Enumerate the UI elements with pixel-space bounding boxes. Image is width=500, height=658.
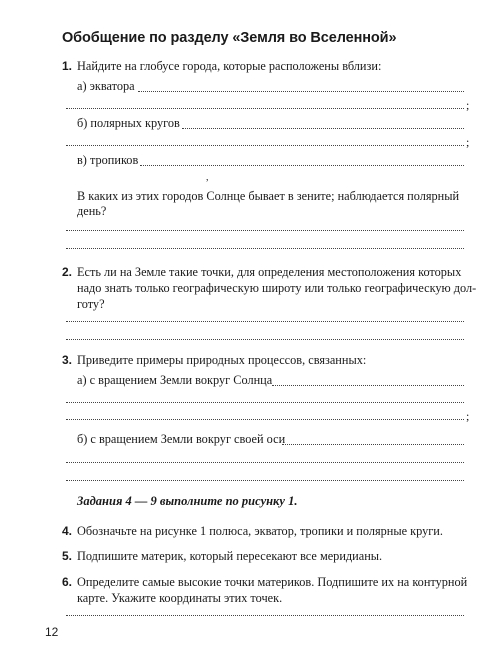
page-number: 12 (45, 625, 59, 639)
q1-option-a: а) экватора (77, 79, 135, 93)
q2-text-line3: готу? (77, 297, 105, 311)
q3-option-a: а) с вращением Земли вокруг Солнца (77, 373, 273, 387)
q3-text: Приведите примеры природных процессов, связанных: (77, 353, 367, 367)
answer-line[interactable] (140, 165, 464, 166)
q1-option-b: б) полярных кругов (77, 116, 180, 130)
semicolon: ; (466, 98, 470, 112)
answer-line[interactable] (282, 444, 464, 445)
q1-subquestion-line1: В каких из этих городов Солнце бывает в зените; наблюдается полярный (77, 189, 460, 203)
answer-line[interactable] (66, 248, 464, 249)
q1-text: Найдите на глобусе города, которые расположены вблизи: (77, 59, 382, 73)
answer-line[interactable] (66, 615, 464, 616)
answer-line[interactable] (66, 145, 464, 146)
q6-number: 6. (62, 575, 73, 589)
q4-text: Обозначьте на рисунке 1 полюса, экватор, тропики и полярные круги. (77, 524, 443, 538)
answer-line[interactable] (272, 385, 464, 386)
q1-subquestion-line2: день? (77, 204, 107, 218)
q6-text-line2: карте. Укажите координаты этих точек. (77, 591, 283, 605)
page-title: Обобщение по разделу «Земля во Вселенной» (62, 30, 397, 46)
answer-line[interactable] (182, 128, 464, 129)
q4-number: 4. (62, 524, 73, 538)
q2-text-line2: надо знать только географическую широту или только географическую дол- (77, 281, 477, 295)
q2-text-line1: Есть ли на Земле такие точки, для определения местоположения которых (77, 265, 462, 279)
q5-text: Подпишите материк, который пересекают все меридианы. (77, 549, 383, 563)
q3-number: 3. (62, 353, 73, 367)
q3-option-b: б) с вращением Земли вокруг своей оси (77, 432, 286, 446)
answer-line[interactable] (66, 480, 464, 481)
answer-line[interactable] (66, 339, 464, 340)
answer-line[interactable] (66, 402, 464, 403)
semicolon: ; (466, 135, 470, 149)
semicolon: ; (466, 409, 470, 423)
answer-line[interactable] (66, 230, 464, 231)
answer-line[interactable] (66, 108, 464, 109)
q6-text-line1: Определите самые высокие точки материков. Подпишите их на контурной (77, 575, 468, 589)
q1-number: 1. (62, 59, 73, 73)
q2-number: 2. (62, 265, 73, 279)
answer-line[interactable] (66, 321, 464, 322)
answer-line[interactable] (138, 91, 464, 92)
answer-line[interactable] (66, 462, 464, 463)
q5-number: 5. (62, 549, 73, 563)
tasks-note: Задания 4 — 9 выполните по рисунку 1. (77, 494, 298, 508)
mark: , (206, 172, 209, 183)
answer-line[interactable] (66, 419, 464, 420)
q1-option-c: в) тропиков (77, 153, 139, 167)
